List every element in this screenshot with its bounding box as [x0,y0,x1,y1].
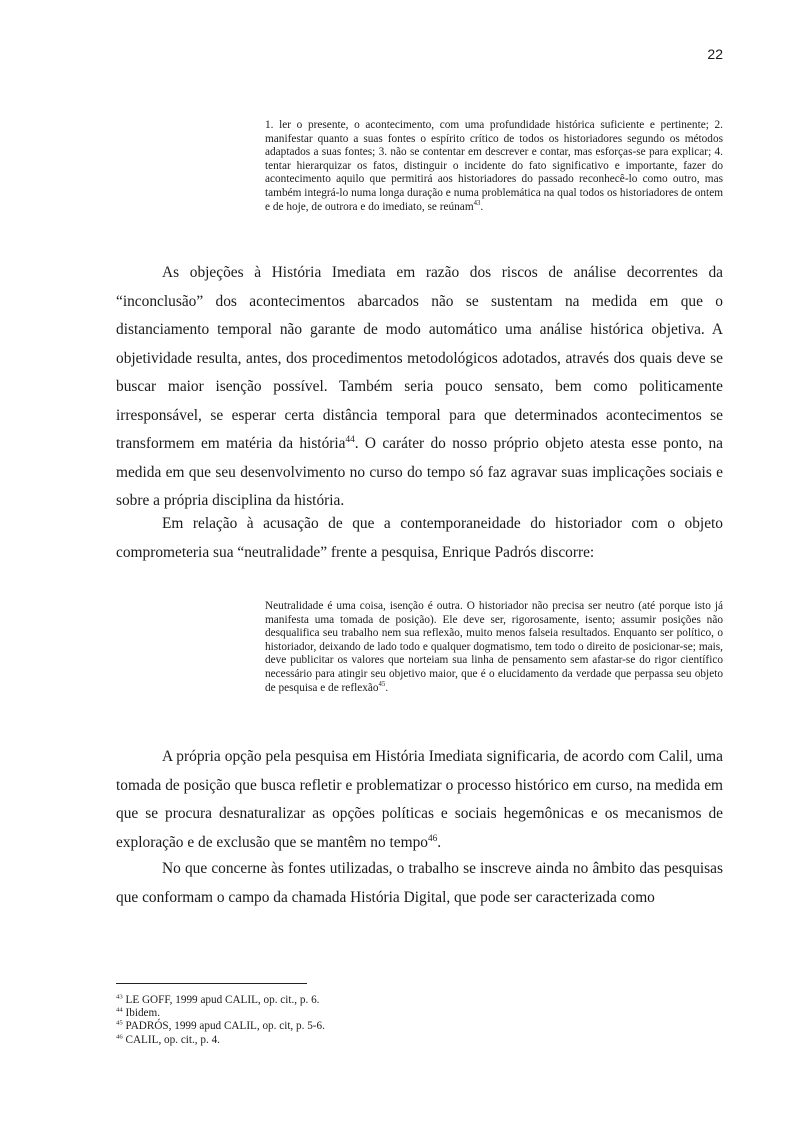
paragraph-text: Em relação à acusação de que a contemporaneidade do historiador com o objeto comprometeria sua “neutralidade” frente a pesquisa, Enrique Padrós discorre: [116,515,723,561]
quote-text: Neutralidade é uma coisa, isenção é outra. O historiador não precisa ser neutro (até porque isto já manifesta uma tomada de posição). Ele deve ser, rigorosamente, isento; assumir posições não desqualifica seu trabalho nem sua reflexão, muito menos falseia resultados. Enquanto ser político, o historiador, deixando de lado todo e qualquer dogmatismo, tem todo o direito de posicionar-se; mais, deve publicitar os valores que norteiam sua linha de pensamento sem afastar-se do rigor científico necessário para atingir seu objetivo maior, que é o elucidamento da verdade que perpassa seu objeto de pesquisa e de reflexão [265,600,723,694]
page-number: 22 [707,46,723,62]
footnote-item [116,994,723,1007]
block-quote-le-goff: 1. ler o presente, o acontecimento, com uma profundidade histórica suficiente e pertinente; 2. manifestar quanto a suas fontes o espírito crítico de todos os historiadores segundo os métodos adaptados a suas fontes; 3. não se contentar em descrever e contar, mas esforças-se para explicar; 4. tentar hierarquizar os fatos, distinguir o incidente do fato significativo e importante, fazer do acontecimento aquilo que permitirá aos historiadores do passado reconhecê-lo como outro, mas também integrá-lo numa longa duração e numa problemática na qual todos os historiadores de ontem e de hoje, de outrora e do imediato, se reúnam$^{43}$. [265,119,723,213]
footnote-text: CALIL, op. cit., p. 4. [125,1033,220,1046]
footnote-text: PADRÓS, 1999 apud CALIL, op. cit, p. 5-6. [125,1020,325,1033]
footnote-text: Ibidem. [125,1007,161,1020]
quote-text: 1. ler o presente, o acontecimento, com uma profundidade histórica suficiente e pertinente; 2. manifestar quanto a suas fontes o espírito crítico de todos os historiadores segundo os métodos adaptados a suas fontes; 3. não se contentar em descrever e contar, mas esforças-se para explicar; 4. tentar hierarquizar os fatos, distinguir o incidente do fato significativo e importante, fazer do acontecimento aquilo que permitirá aos historiadores do passado reconhecê-lo como outro, mas também integrá-lo numa longa duração e numa problemática na qual todos os historiadores de ontem e de hoje, de outrora e do imediato, se reúnam [265,119,723,213]
footnote-ref[interactable]: 46 [427,832,438,843]
footnote-number: 43 [116,993,123,1001]
body-paragraph [116,510,723,567]
body-paragraph [116,259,723,516]
block-quote-padros: Neutralidade é uma coisa, isenção é outra. O historiador não precisa ser neutro (até porque isto já manifesta uma tomada de posição). Ele deve ser, rigorosamente, isento; assumir posições não desqualifica seu trabalho nem sua reflexão, muito menos falseia resultados. Enquanto ser político, o historiador, deixando de lado todo e qualquer dogmatismo, tem todo o direito de posicionar-se; mais, deve publicitar os valores que norteiam sua linha de pensamento sem afastar-se do rigor científico necessário para atingir seu objetivo maior, que é o elucidamento da verdade que perpassa seu objeto de pesquisa e de reflexão$^{45}$. [265,600,723,694]
footnote-item [116,1034,723,1047]
footnote-ref[interactable]: 45 [378,680,386,688]
footnote-number: 46 [116,1032,123,1040]
footnote-number: 44 [116,1006,123,1014]
paragraph-text: . O caráter do nosso próprio objeto atesta esse ponto, na medida em que seu desenvolvimento no curso do tempo só faz agravar suas implicações sociais e sobre a própria disciplina da história. [116,435,723,509]
footnote-ref[interactable]: 43 [473,199,481,207]
footnote-text: LE GOFF, 1999 apud CALIL, op. cit., p. 6. [125,994,320,1006]
footnote-separator [116,983,307,984]
footnotes [116,994,723,1047]
footnote-item [116,1007,723,1020]
footnote-ref[interactable]: 44 [345,433,355,444]
paragraph-text: No que concerne às fontes utilizadas, o trabalho se inscreve ainda no âmbito das pesquisas que conformam o campo da chamada História Digital, que pode ser caracterizada como [116,860,723,906]
footnote-item [116,1020,723,1033]
paragraph-text: A própria opção pela pesquisa em História Imediata significaria, de acordo com Calil, uma tomada de posição que busca refletir e problematizar o processo histórico em curso, na medida em que se procura desnaturalizar as opções políticas e sociais hegemônicas e os mecanismos de exploração e de exclusão que se mantêm no tempo [116,748,723,851]
body-paragraph: A própria opção pela pesquisa em História Imediata significaria, de acordo com Calil, uma tomada de posição que busca refletir e problematizar o processo histórico em curso, na medida em que se procura desnaturalizar as opções políticas e sociais hegemônicas e os mecanismos de exploração e de exclusão que se mantêm no tempo$^{46}$. [116,748,723,851]
paragraph-text: As objeções à História Imediata em razão dos riscos de análise decorrentes da “inconclusão” dos acontecimentos abarcados não se sustentam na medida em que o distanciamento temporal não garante de modo automático uma análise histórica objetiva. A objetividade resulta, antes, dos procedimentos metodológicos adotados, através dos quais deve se buscar maior isenção possível. Também seria pouco sensato, bem como politicamente irresponsável, se esperar certa distância temporal para que determinados acontecimentos se transformem em matéria da história [116,264,723,452]
footnote-number: 45 [116,1019,123,1027]
body-paragraph [116,855,723,912]
